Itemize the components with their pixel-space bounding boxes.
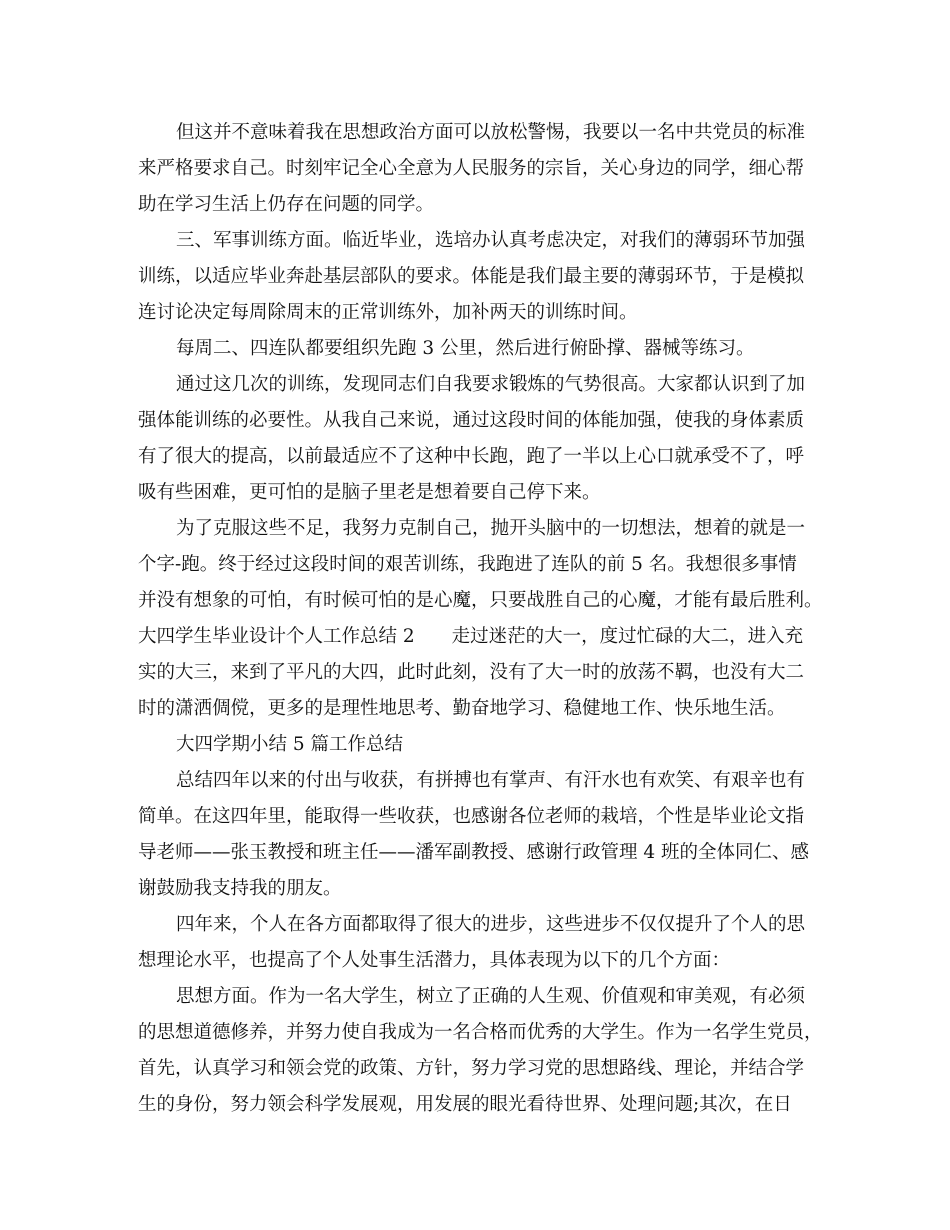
text-line: 吸有些困难，更可怕的是脑子里老是想着要自己停下来。 — [138, 482, 601, 503]
text-line: 来严格要求自己。时刻牢记全心全意为人民服务的宗旨，关心身边的同学，细心帮 — [138, 158, 805, 179]
text-line: 并没有想象的可怕，有时候可怕的是心魔，只要战胜自己的心魔，才能有最后胜利。 — [138, 590, 823, 611]
text-line: 谢鼓励我支持我的朋友。 — [138, 878, 342, 899]
text-line: 导老师——张玉教授和班主任——潘军副教授、感谢行政管理 4 班的全体同仁、感 — [138, 842, 810, 863]
text-line: 但这并不意味着我在思想政治方面可以放松警惕，我要以一名中共党员的标准 — [176, 122, 806, 143]
text-line: 思想方面。作为一名大学生，树立了正确的人生观、价值观和审美观，有必须 — [176, 986, 806, 1007]
text-line: 助在学习生活上仍存在问题的同学。 — [138, 194, 435, 215]
text-line: 四年来，个人在各方面都取得了很大的进步，这些进步不仅仅提升了个人的思 — [176, 914, 806, 935]
text-line: 每周二、四连队都要组织先跑 3 公里，然后进行俯卧撑、器械等练习。 — [176, 338, 755, 359]
text-line: 首先，认真学习和领会党的政策、方针，努力学习党的思想路线、理论，并结合学 — [138, 1058, 805, 1079]
text-line: 个字-跑。终于经过这段时间的艰苦训练，我跑进了连队的前 5 名。我想很多事情 — [138, 554, 797, 575]
text-line: 连讨论决定每周除周末的正常训练外，加补两天的训练时间。 — [138, 302, 638, 323]
text-line: 的思想道德修养，并努力使自我成为一名合格而优秀的大学生。作为一名学生党员， — [138, 1022, 823, 1043]
text-line: 三、军事训练方面。临近毕业，选培办认真考虑决定，对我们的薄弱环节加强 — [176, 230, 806, 251]
text-line: 训练，以适应毕业奔赴基层部队的要求。体能是我们最主要的薄弱环节，于是模拟 — [138, 266, 805, 287]
section-heading: 大四学期小结 5 篇工作总结 — [176, 734, 404, 755]
text-line: 实的大三，来到了平凡的大四，此时此刻，没有了大一时的放荡不羁，也没有大二 — [138, 662, 805, 683]
text-line: 总结四年以来的付出与收获，有拼搏也有掌声、有汗水也有欢笑、有艰辛也有 — [176, 770, 806, 791]
text-line: 强体能训练的必要性。从我自己来说，通过这段时间的体能加强，使我的身体素质 — [138, 410, 805, 431]
text-line: 简单。在这四年里，能取得一些收获，也感谢各位老师的栽培，个性是毕业论文指 — [138, 806, 805, 827]
text-line: 为了克服这些不足，我努力克制自己，抛开头脑中的一切想法，想着的就是一 — [176, 518, 806, 539]
text-line: 大四学生毕业设计个人工作总结 2 走过迷茫的大一，度过忙碌的大二，进入充 — [138, 626, 804, 647]
text-line: 通过这几次的训练，发现同志们自我要求锻炼的气势很高。大家都认识到了加 — [176, 374, 806, 395]
text-line: 想理论水平，也提高了个人处事生活潜力，具体表现为以下的几个方面： — [138, 950, 731, 971]
text-line: 有了很大的提高，以前最适应不了这种中长跑，跑了一半以上心口就承受不了，呼 — [138, 446, 805, 467]
text-line: 生的身份，努力领会科学发展观，用发展的眼光看待世界、处理问题;其次，在日 — [138, 1094, 792, 1115]
text-line: 时的潇洒倜傥，更多的是理性地思考、勤奋地学习、稳健地工作、快乐地生活。 — [138, 698, 786, 719]
